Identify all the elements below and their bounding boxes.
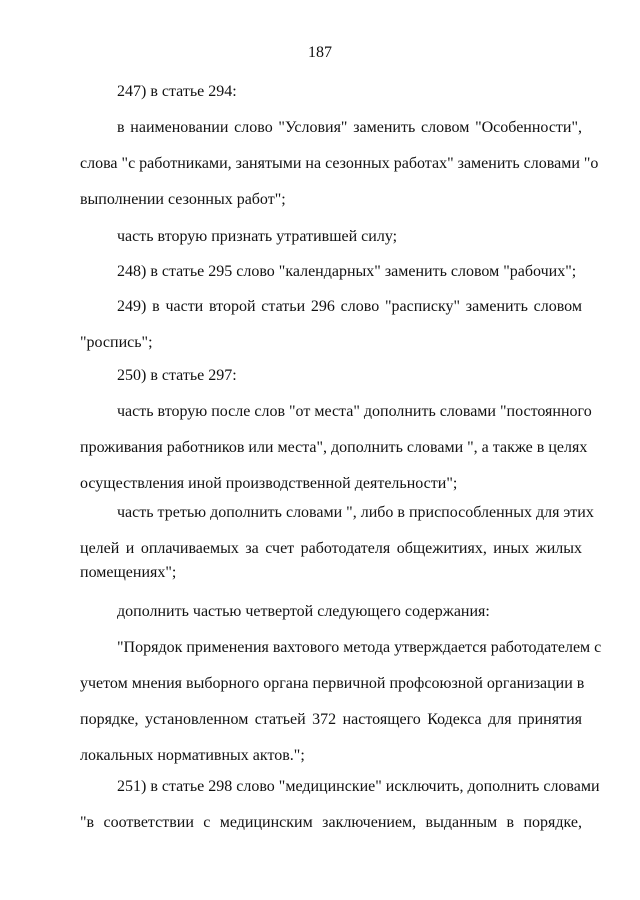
paragraph-248 — [80, 262, 582, 282]
paragraph-250 — [80, 366, 582, 386]
paragraph-249 — [80, 297, 582, 353]
text-line: 248) в статье 295 слово "календарных" заменить словом "рабочих"; — [117, 263, 577, 280]
paragraph-250-part-three — [80, 503, 594, 583]
paragraph-247-title-change — [80, 118, 599, 210]
text-line: целей и оплачиваемых за счет работодателя общежитиях, иных жилых — [80, 540, 582, 557]
text-line: помещениях"; — [80, 564, 177, 581]
text-line: порядке, установленном статьей 372 настоящего Кодекса для принятия — [80, 711, 582, 728]
paragraph-247 — [80, 82, 582, 102]
text-line: "Порядок применения вахтового метода утверждается работодателем с — [117, 639, 602, 656]
text-line: выполнении сезонных работ"; — [80, 191, 286, 208]
text-line: осуществления иной производственной деятельности"; — [80, 475, 458, 492]
text-line: 247) в статье 294: — [117, 83, 237, 100]
paragraph-247-part-two — [80, 227, 582, 247]
text-line: часть вторую признать утратившей силу; — [117, 228, 398, 245]
text-line: часть третью дополнить словами ", либо в приспособленных для этих — [117, 504, 594, 521]
paragraph-250-part-four — [80, 602, 582, 622]
paragraph-250-quote — [80, 638, 602, 766]
paragraph-250-part-two — [80, 402, 592, 494]
text-line: дополнить частью четвертой следующего содержания: — [117, 603, 490, 620]
text-line: часть вторую после слов "от места" дополнить словами "постоянного — [117, 403, 592, 420]
page-number: 187 — [308, 44, 332, 61]
text-line: учетом мнения выборного органа первичной профсоюзной организации в — [80, 675, 585, 692]
text-line: "роспись"; — [80, 334, 153, 351]
text-line: 249) в части второй статьи 296 слово "расписку" заменить словом — [117, 298, 582, 315]
text-line: в наименовании слово "Условия" заменить словом "Особенности", — [117, 119, 582, 136]
text-line: проживания работников или места", дополнить словами ", а также в целях — [80, 439, 588, 456]
text-line: локальных нормативных актов."; — [80, 747, 305, 764]
text-line: 251) в статье 298 слово "медицинские" исключить, дополнить словами — [117, 778, 600, 795]
text-line: 250) в статье 297: — [117, 367, 237, 384]
text-line: слова "с работниками, занятыми на сезонных работах" заменить словами "о — [80, 155, 599, 172]
text-line: "в соответствии с медицинским заключением, выданным в порядке, — [80, 814, 582, 831]
paragraph-251 — [80, 777, 600, 833]
